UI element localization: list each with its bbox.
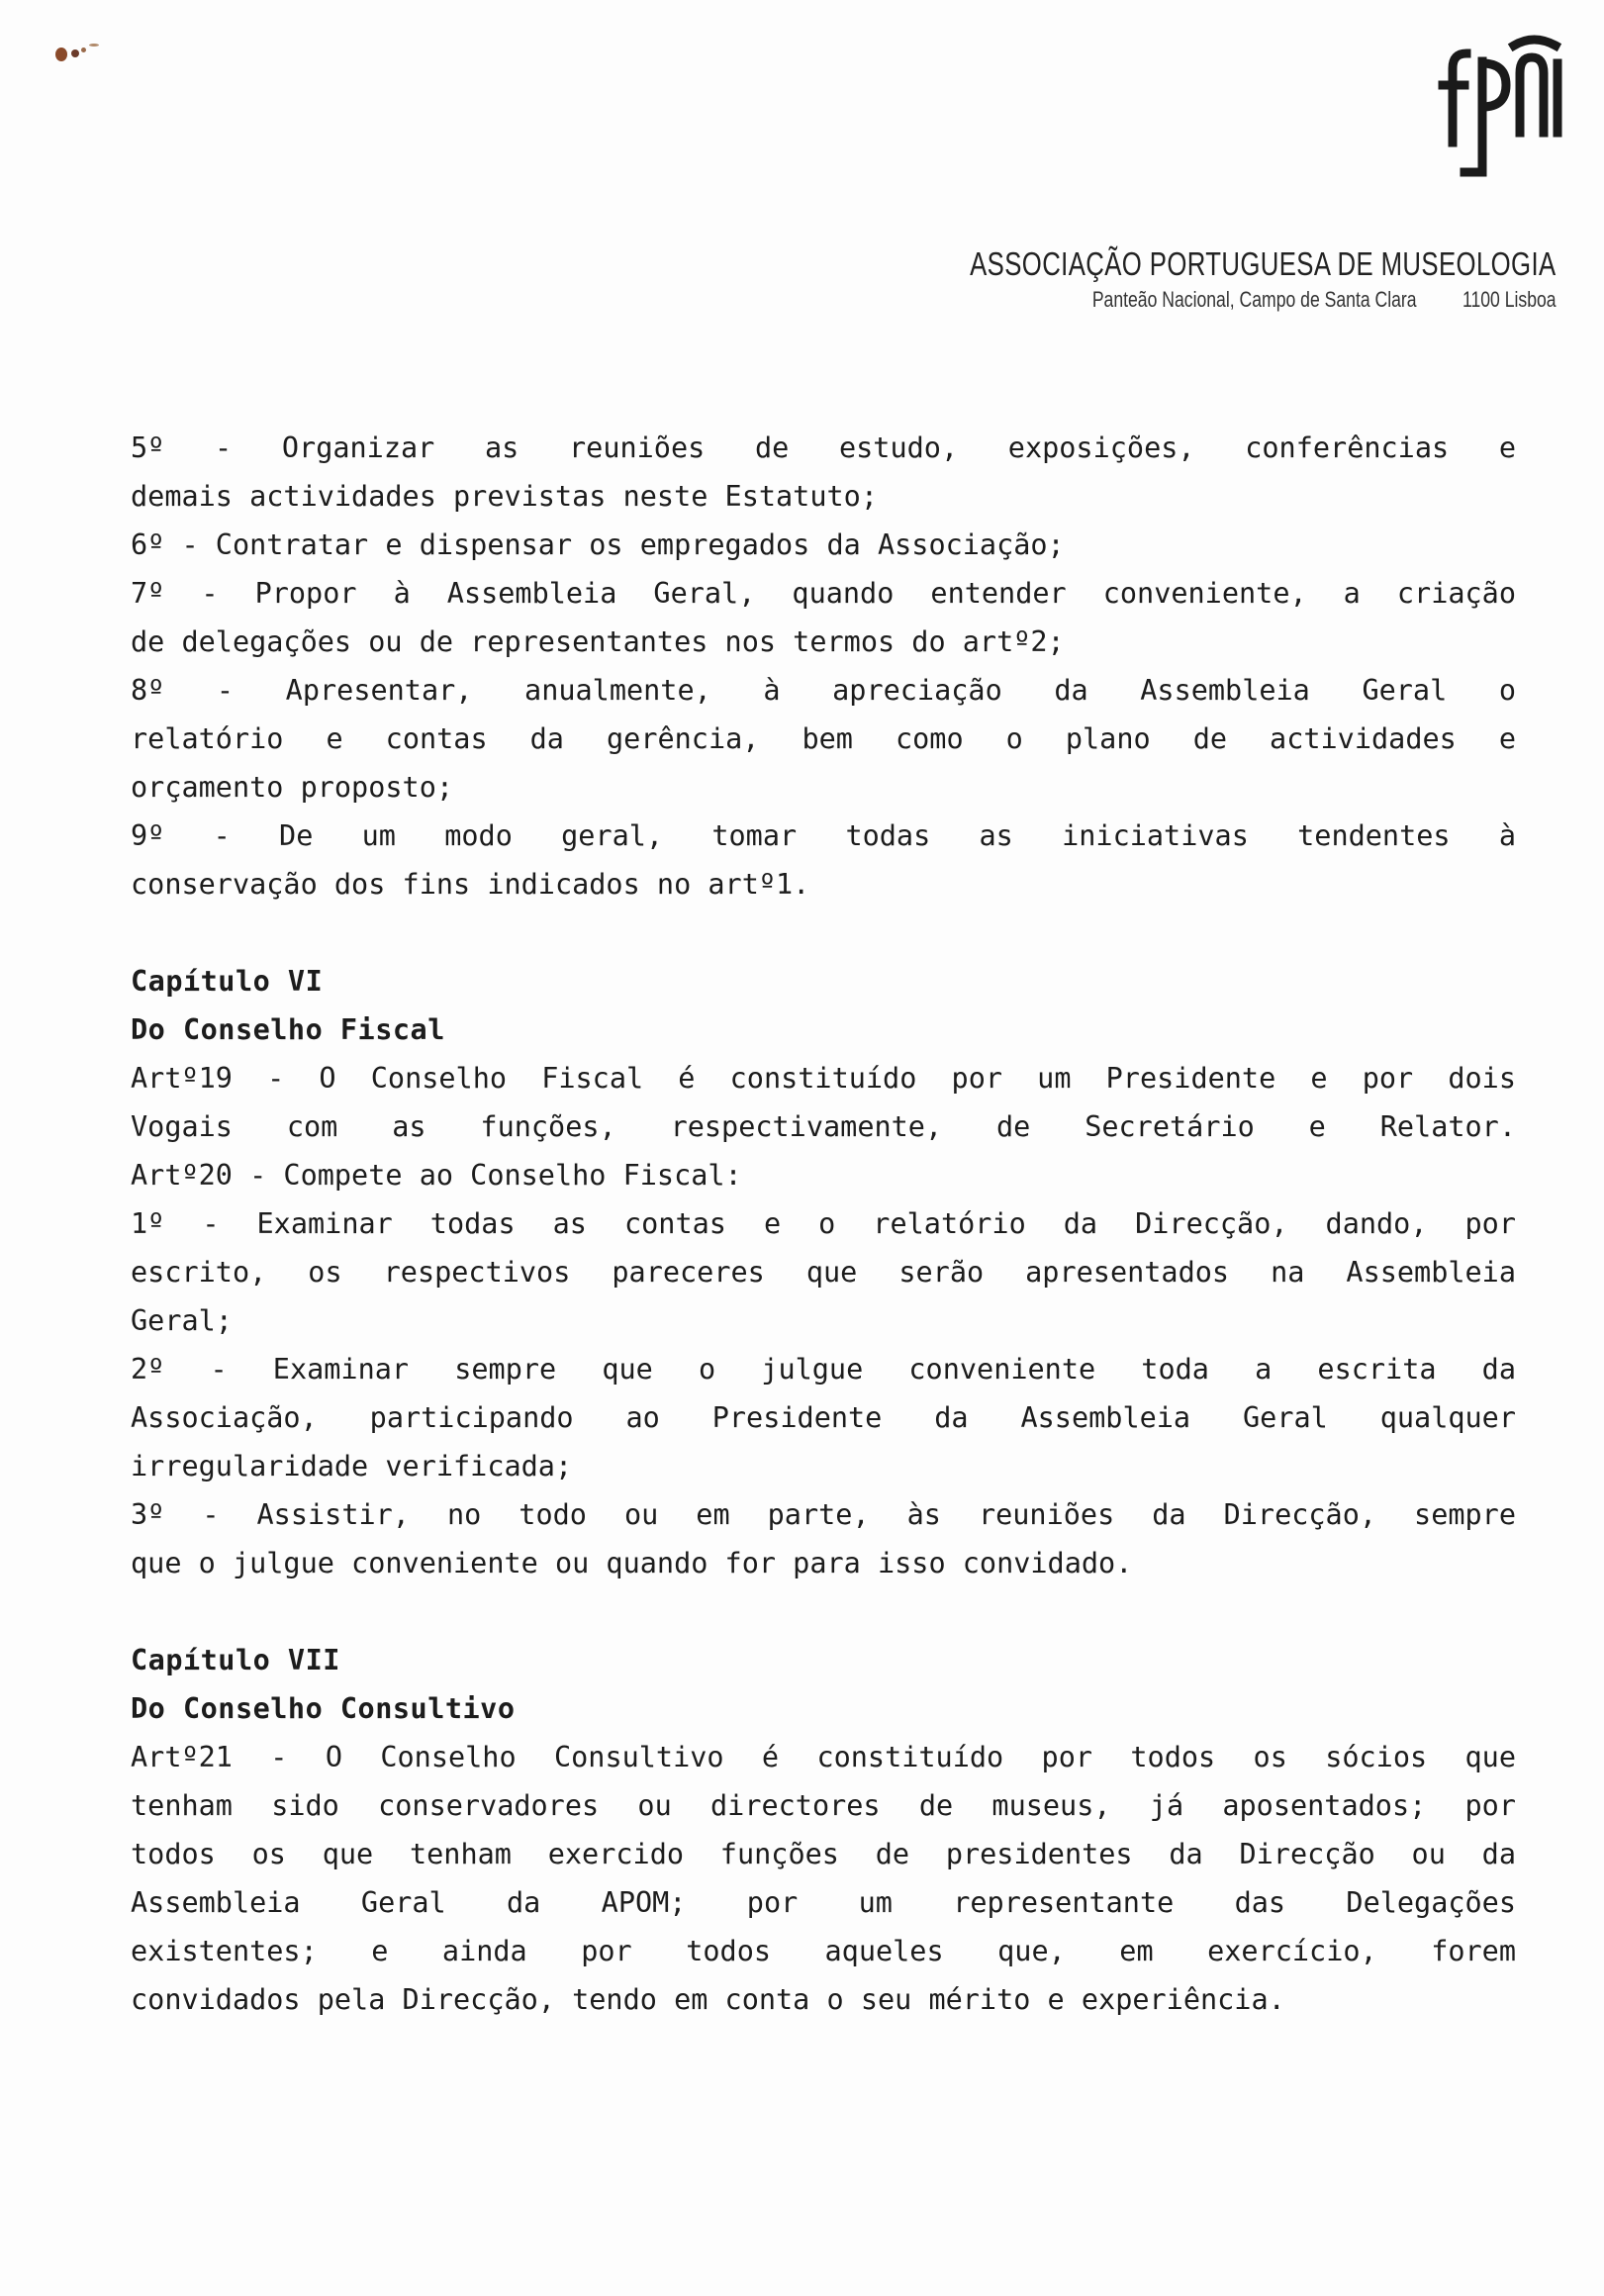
text-line: irregularidade verificada; xyxy=(131,1450,573,1483)
text-line: que o julgue conveniente ou quando for para isso convidado. xyxy=(131,1547,1133,1579)
organization-address xyxy=(955,287,1557,313)
text-line: todos os que tenham exercido funções de presidentes da Direcção ou da xyxy=(131,1838,1516,1870)
chapter-subtitle: Do Conselho Consultivo xyxy=(131,1692,516,1725)
text-line: demais actividades previstas neste Estatuto; xyxy=(131,480,878,513)
ink-stain xyxy=(51,38,180,77)
text-line: relatório e contas da gerência, bem como o plano de actividades e xyxy=(131,722,1516,755)
chapter-title: Capítulo VII xyxy=(131,1644,340,1676)
text-line: Artº19 - O Conselho Fiscal é constituído por um Presidente e por dois xyxy=(131,1062,1516,1095)
text-line: Artº21 - O Conselho Consultivo é constituído por todos os sócios que xyxy=(131,1741,1516,1773)
text-line: Assembleia Geral da APOM; por um representante das Delegações xyxy=(131,1886,1516,1919)
chapter-title: Capítulo VI xyxy=(131,965,324,998)
text-line: 9º - De um modo geral, tomar todas as iniciativas tendentes à xyxy=(131,819,1516,852)
text-line: escrito, os respectivos pareceres que serão apresentados na Assembleia xyxy=(131,1256,1516,1289)
letterhead xyxy=(804,245,1557,313)
text-line: convidados pela Direcção, tendo em conta o seu mérito e experiência. xyxy=(131,1983,1285,2016)
text-line: 3º - Assistir, no todo ou em parte, às reuniões da Direcção, sempre xyxy=(131,1498,1516,1531)
address-street: Panteão Nacional, Campo de Santa Clara xyxy=(1092,287,1417,312)
text-line: 7º - Propor à Assembleia Geral, quando entender conveniente, a criação xyxy=(131,577,1516,610)
text-line: 2º - Examinar sempre que o julgue conveniente toda a escrita da xyxy=(131,1353,1516,1386)
text-line: existentes; e ainda por todos aqueles que, em exercício, forem xyxy=(131,1935,1516,1967)
text-line: de delegações ou de representantes nos termos do artº2; xyxy=(131,625,1065,658)
organization-name: ASSOCIAÇÃO PORTUGUESA DE MUSEOLOGIA xyxy=(970,245,1557,282)
apom-logo-icon xyxy=(1435,24,1573,182)
text-line: Geral; xyxy=(131,1304,233,1337)
text-line: Artº20 - Compete ao Conselho Fiscal: xyxy=(131,1159,742,1192)
text-line: 1º - Examinar todas as contas e o relatório da Direcção, dando, por xyxy=(131,1207,1516,1240)
text-line: 8º - Apresentar, anualmente, à apreciação da Assembleia Geral o xyxy=(131,674,1516,707)
text-line: 5º - Organizar as reuniões de estudo, exposições, conferências e xyxy=(131,431,1516,464)
document-body xyxy=(131,424,1516,2024)
text-line: Associação, participando ao Presidente da Assembleia Geral qualquer xyxy=(131,1401,1516,1434)
address-city: 1100 Lisboa xyxy=(1462,287,1557,312)
text-line: orçamento proposto; xyxy=(131,771,454,804)
text-line: Vogais com as funções, respectivamente, de Secretário e Relator. xyxy=(131,1110,1516,1143)
chapter-subtitle: Do Conselho Fiscal xyxy=(131,1013,445,1046)
text-line: 6º - Contratar e dispensar os empregados da Associação; xyxy=(131,528,1065,561)
text-line: tenham sido conservadores ou directores de museus, já aposentados; por xyxy=(131,1789,1516,1822)
text-line: conservação dos fins indicados no artº1. xyxy=(131,868,810,901)
